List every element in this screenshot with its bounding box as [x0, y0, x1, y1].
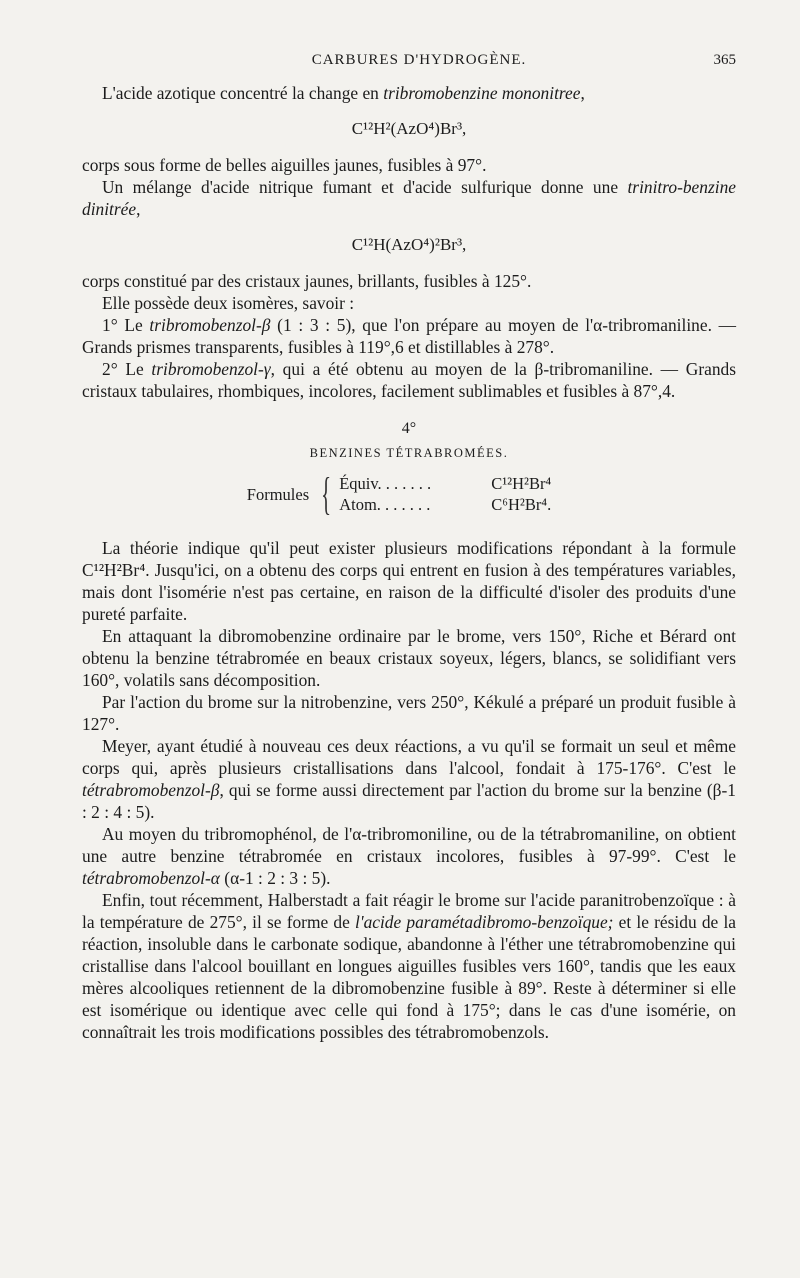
paragraph-meyer: Meyer, ayant étudié à nouveau ces deux réactions, a vu qu'il se formait un seul et même corps qui, après plusieurs cristallisations dans l'alcool, fondait à 175-176°. C'est le tétrabromobenzol-β, qui se forme aussi directement par l'action du brome sur la benzine (β-1 : 2 : 4 : 5).	[82, 736, 736, 822]
paragraph-theory: La théorie indique qu'il peut exister plusieurs modifications répondant à la formule C¹²H²Br⁴. Jusqu'ici, on a obtenu des corps qui entrent en fusion à des températures variables, mais dont l'isomérie n'est pas certaine, en raison de la difficulté d'isoler des produits d'une pureté parfaite.	[82, 538, 736, 624]
paragraph-dinitration: Un mélange d'acide nitrique fumant et d'acide sulfurique donne une trinitro-benzine dinitrée,	[82, 177, 736, 219]
compound-name: tribromobenzol-γ	[151, 359, 271, 379]
brace-glyph: {	[321, 468, 332, 519]
paragraph-mononitro-props: corps sous forme de belles aiguilles jaunes, fusibles à 97°.	[82, 155, 487, 175]
formules-rows	[339, 473, 571, 515]
compound-name: tétrabromobenzol-β	[82, 780, 220, 800]
paragraph-dinitro-props: corps constitué par des cristaux jaunes, brillants, fusibles à 125°.	[82, 271, 532, 291]
paragraph-riche-berard: En attaquant la dibromobenzine ordinaire par le brome, vers 150°, Riche et Bérard ont obtenu la benzine tétrabromée en beaux cristaux soyeux, légers, blancs, se solidifiant vers 160°, volatils sans décomposition.	[82, 626, 736, 690]
running-header	[82, 52, 736, 82]
formula-dinitro: C¹²H(AzO⁴)²Br³,	[351, 235, 467, 254]
paragraph-isomer-gamma: 2° Le tribromobenzol-γ, qui a été obtenu au moyen de la β-tribromaniline. — Grands cristaux tabulaires, rhombiques, incolores, facilement sublimables et fusibles à 87°,4.	[82, 359, 736, 401]
compound-name: trinitro-benzine dinitrée	[82, 177, 736, 219]
formules-row: Atom. . . . . . . C⁶H²Br⁴.	[339, 495, 552, 514]
section-number: 4°	[401, 420, 417, 437]
compound-name: l'acide paramétadibromo-benzoïque;	[355, 912, 614, 932]
running-title: CARBURES D'HYDROGÈNE.	[311, 52, 527, 68]
paragraph-isomer-beta: 1° Le tribromobenzol-β (1 : 3 : 5), que l'on prépare au moyen de l'α-tribromaniline. — Grands prismes transparents, fusibles à 119°,6 et distillables à 278°.	[82, 315, 737, 357]
paragraph-kekule: Par l'action du brome sur la nitrobenzine, vers 250°, Kékulé a préparé un produit fusible à 127°.	[82, 692, 736, 734]
paragraph-tribromophenol: Au moyen du tribromophénol, de l'α-tribromoniline, ou de la tétrabromaniline, on obtient une autre benzine tétrabromée en cristaux incolores, fusibles à 97-99°. C'est le tétrabromobenzol-α (α-1 : 2 : 3 : 5).	[82, 824, 736, 888]
paragraph-halberstadt: Enfin, tout récemment, Halberstadt a fait réagir le brome sur l'acide paranitrobenzoïque : à la température de 275°, il se forme de l'acide paramétadibromo-benzoïque; et le résidu de la réaction, insoluble dans le carbonate sodique, abandonne à l'éther une tétrabromobenzine qui cristallise dans l'alcool bouillant en longues aiguilles fusibles vers 160°, tandis que les eaux mères alcooliques retiennent de la dibromobenzine fusible à 89°. Reste à déterminer si elle est isomérique ou identique avec celle qui fond à 175°; dans le cas d'une isomérie, on connaîtrait les trois modifications possibles des tétrabromobenzols.	[82, 890, 736, 1042]
compound-name: tribromobenzine mononitree	[383, 83, 581, 103]
paragraph-isomers-intro: Elle possède deux isomères, savoir :	[102, 293, 355, 313]
formules-block	[82, 468, 736, 519]
formules-label: Formules	[246, 484, 310, 504]
formules-row: Équiv. . . . . . . C¹²H²Br⁴	[339, 474, 552, 493]
formula-mononitro: C¹²H²(AzO⁴)Br³,	[351, 119, 467, 138]
section-title: BENZINES TÉTRABROMÉES.	[309, 446, 509, 460]
paragraph-nitration: L'acide azotique concentré la change en tribromobenzine mononitree,	[102, 83, 585, 103]
compound-name: tétrabromobenzol-α	[82, 868, 220, 888]
compound-name: tribromobenzol-β	[149, 315, 271, 335]
page-number: 365	[713, 52, 736, 68]
